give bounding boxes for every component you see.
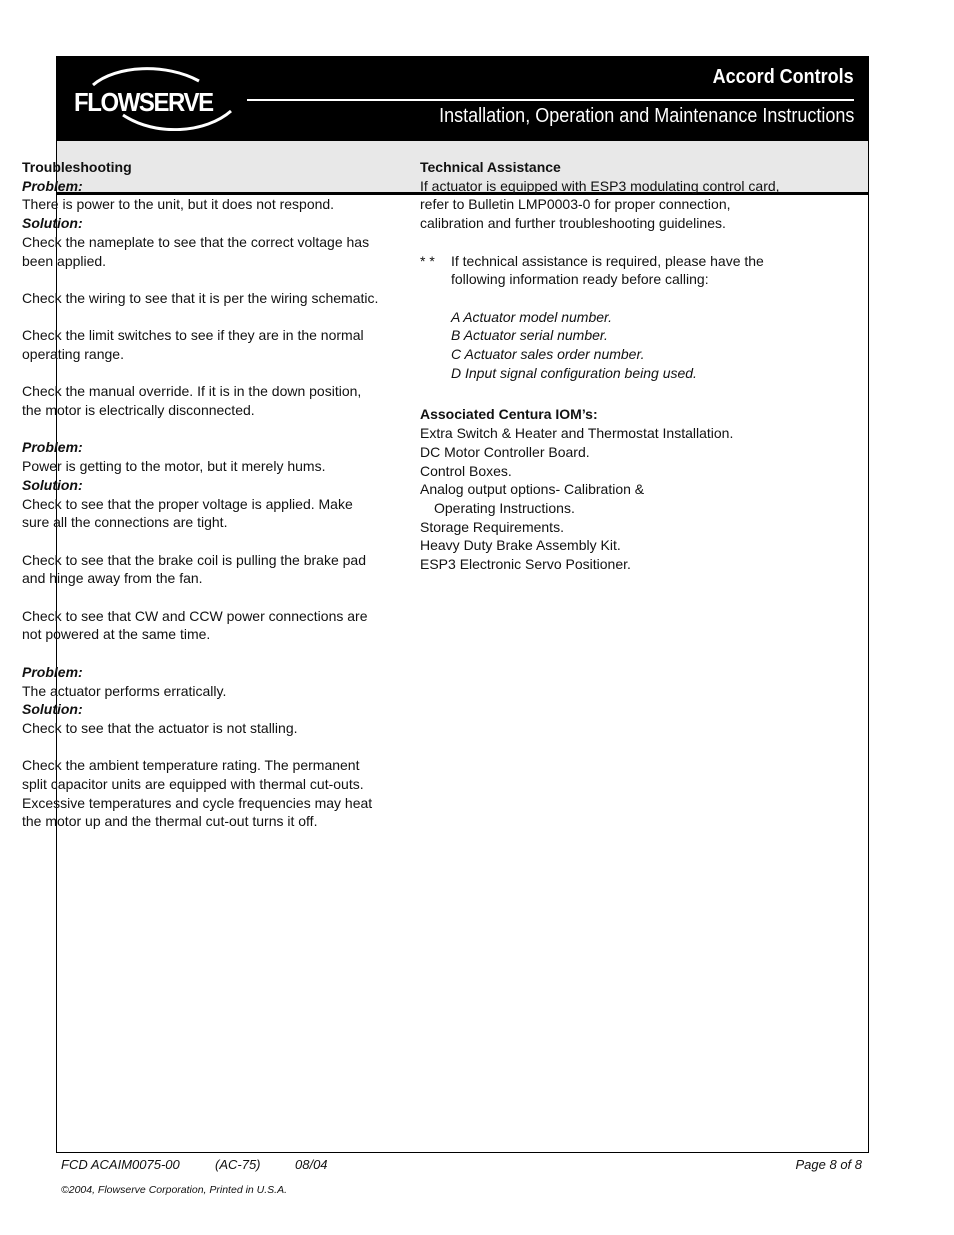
troubleshooting-column [22,158,382,831]
problem-label: Problem: [22,177,83,194]
info-item: D Input signal configuration being used. [451,364,697,381]
problem-text: There is power to the unit, but it does not respond. [22,196,335,213]
solution-label: Solution: [22,701,83,718]
solution-text: Check the ambient temperature rating. The permanent split capacitor units are equipped with thermal cut-outs. Excessive temperatures and cycle frequencies may heat the motor up and the thermal cut-out turns it off. [22,757,373,830]
solution-text: Check to see that the proper voltage is applied. Make sure all the connections are tight. [22,495,353,531]
technical-assistance-heading: Technical Assistance [420,159,561,175]
page-number: Page 8 of 8 [795,1157,862,1172]
iom-item: Analog output options- Calibration & [420,481,645,498]
header-bar [57,57,868,141]
solution-label: Solution: [22,215,83,232]
revision-date: 08/04 [295,1157,328,1172]
brand-title: Accord Controls [704,66,854,89]
problem-text: The actuator performs erratically. [22,682,227,699]
logo-text: FLOWSERVE [74,87,213,117]
note-text: If technical assistance is required, please have the following information ready before calling: [451,252,764,288]
problem-label: Problem: [22,663,83,680]
assistance-column [420,158,790,574]
solution-text: Check the wiring to see that it is per the wiring schematic. [22,289,379,306]
model-code: (AC-75) [215,1157,261,1172]
associated-iom-heading: Associated Centura IOM’s: [420,406,598,423]
solution-text: Check to see that CW and CCW power connections are not powered at the same time. [22,607,368,643]
flowserve-logo [71,67,237,131]
solution-text: Check to see that the actuator is not stalling. [22,719,298,736]
note-marker: * * [420,252,435,269]
assistance-note [420,252,790,289]
info-item: B Actuator serial number. [451,327,608,344]
problem-text: Power is getting to the motor, but it merely hums. [22,458,326,475]
iom-item: Storage Requirements. [420,518,564,535]
header-rule [247,99,854,101]
solution-text: Check the manual override. If it is in the down position, the motor is electrically disconnected. [22,383,362,419]
solution-text: Check to see that the brake coil is pulling the brake pad and hinge away from the fan. [22,551,366,587]
iom-item: Operating Instructions. [434,499,575,516]
info-item: A Actuator model number. [451,308,613,325]
iom-item: ESP3 Electronic Servo Positioner. [420,556,631,573]
solution-label: Solution: [22,476,83,493]
iom-item: Heavy Duty Brake Assembly Kit. [420,537,621,554]
solution-text: Check the limit switches to see if they are in the normal operating range. [22,327,364,362]
troubleshooting-heading: Troubleshooting [22,159,132,175]
document-code: FCD ACAIM0075-00 [61,1157,180,1172]
problem-label: Problem: [22,439,83,456]
iom-item: Control Boxes. [420,462,512,479]
doc-title: Installation, Operation and Maintenance Instructions [438,105,854,127]
iom-item: DC Motor Controller Board. [420,443,590,460]
technical-intro: If actuator is equipped with ESP3 modulating control card, refer to Bulletin LMP0003-0 for proper connection, calibration and further troubleshooting guidelines. [420,177,780,232]
solution-text: Check the nameplate to see that the correct voltage has been applied. [22,233,370,269]
copyright: ©2004, Flowserve Corporation, Printed in U.S.A. [61,1184,288,1196]
iom-item: Extra Switch & Heater and Thermostat Installation. [420,425,734,442]
info-item: C Actuator sales order number. [451,346,645,362]
